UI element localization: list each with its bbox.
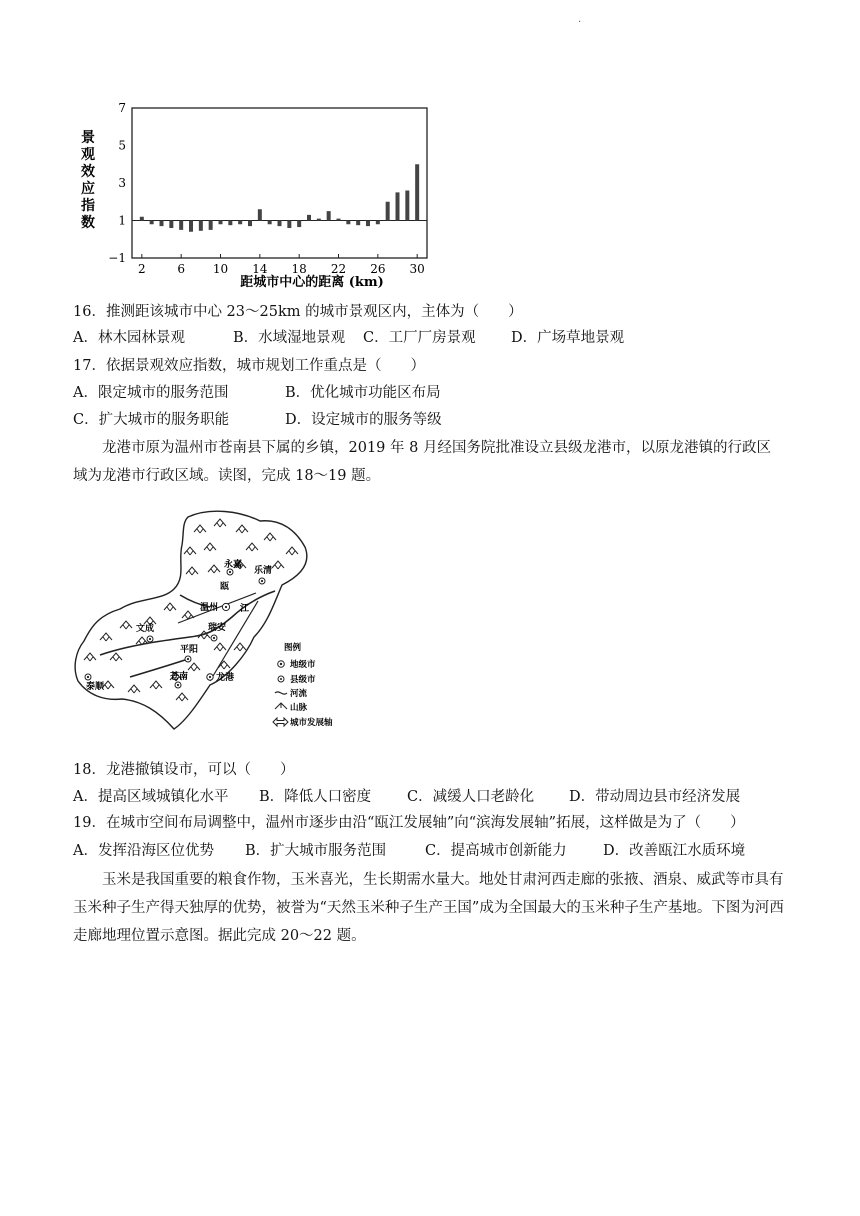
x-tick-label: 10 — [212, 262, 229, 276]
city-label: 永嘉 — [224, 560, 243, 570]
wenzhou-map — [70, 505, 360, 737]
plot-frame — [132, 108, 427, 258]
y-tick-label: 1 — [118, 213, 126, 228]
legend-title: 图例 — [284, 643, 302, 653]
q17-option-d[interactable]: D．设定城市的服务等级 — [285, 412, 442, 428]
landscape-index-chart — [72, 96, 442, 296]
q16-option-d[interactable]: D．广场草地景观 — [511, 330, 625, 346]
passage-hexi: 玉米是我国重要的粮食作物，玉米喜光，生长期需水量大。地处甘肃河西走廊的张掖、酒泉、威武等市具有玉米种子生产得天独厚的优势，被誉为“天然玉米种子生产王国”成为全国最大的玉米种子生产基地。下图为河西走廊地理位置示意图。据此完成 20～22 题。 — [73, 872, 784, 944]
y-tick-label: 5 — [118, 138, 126, 153]
city-label: 文成 — [136, 624, 155, 634]
x-tick-label: 26 — [370, 262, 386, 276]
legend-mountain: 山脉 — [290, 703, 308, 713]
city-label: 温州 — [200, 603, 219, 613]
x-tick-label: 6 — [177, 262, 185, 276]
bar — [278, 221, 282, 227]
bar — [405, 191, 409, 221]
bar — [415, 164, 419, 220]
bar — [297, 221, 301, 228]
bar — [396, 192, 400, 220]
q16-option-c[interactable]: C．工厂厂房景观 — [363, 330, 476, 346]
q19-option-c[interactable]: C．提高城市创新能力 — [425, 843, 567, 859]
city-label: 苍南 — [170, 672, 189, 682]
q19-options — [73, 841, 745, 861]
bar — [248, 221, 252, 227]
legend-prefecture: 地级市 — [290, 660, 316, 670]
x-axis-label: 距城市中心的距离 (km) — [240, 275, 384, 290]
y-axis-label-char: 景 — [81, 130, 95, 146]
city-label: 龙港 — [216, 673, 235, 683]
top-mark: . — [578, 14, 582, 25]
q18-option-c[interactable]: C．减缓人口老龄化 — [407, 789, 535, 805]
city-label: 泰顺 — [86, 682, 105, 692]
x-tick-label: 22 — [330, 262, 347, 276]
q18-option-b[interactable]: B．降低人口密度 — [259, 789, 372, 805]
bar — [337, 219, 341, 221]
bar — [228, 221, 232, 226]
river-label-jiang: 江 — [240, 604, 250, 614]
map-legend — [273, 642, 333, 728]
bar — [140, 217, 144, 221]
q19-stem: 19．在城市空间布局调整中，温州市逐步由沿“瓯江发展轴”向“滨海发展轴”拓展，这样做是为了（ ） — [73, 815, 745, 831]
q18-options — [73, 787, 740, 807]
q17-options-row1 — [73, 383, 441, 403]
bar — [356, 221, 360, 226]
y-tick-label: −1 — [108, 251, 126, 265]
bar — [209, 221, 213, 230]
x-tick-label: 14 — [252, 262, 268, 276]
bar — [238, 221, 242, 225]
bar — [376, 221, 380, 225]
bar — [268, 221, 272, 225]
bar — [160, 221, 164, 227]
q19-option-b[interactable]: B．扩大城市服务范围 — [245, 843, 387, 859]
y-axis-label-char: 效 — [81, 164, 95, 180]
x-tick-label: 2 — [138, 262, 146, 276]
q16-option-a[interactable]: A．林木园林景观 — [73, 330, 185, 346]
q17-option-b[interactable]: B．优化城市功能区布局 — [285, 385, 441, 401]
bar — [199, 221, 203, 231]
q17-option-c[interactable]: C．扩大城市的服务职能 — [73, 412, 230, 428]
river-label-ou: 瓯 — [220, 582, 230, 592]
bar — [386, 202, 390, 221]
legend-county: 县级市 — [290, 675, 316, 685]
bar — [219, 221, 223, 225]
legend-axis: 城市发展轴 — [290, 718, 333, 728]
bar — [258, 209, 262, 220]
y-tick-label: 3 — [118, 176, 126, 190]
region-outline — [75, 511, 307, 729]
q19-option-a[interactable]: A．发挥沿海区位优势 — [73, 843, 214, 859]
q19-option-d[interactable]: D．改善瓯江水质环境 — [603, 843, 746, 859]
y-axis-label — [81, 129, 95, 231]
q17-stem: 17．依据景观效应指数，城市规划工作重点是（ ） — [73, 358, 425, 374]
bar — [327, 211, 331, 220]
legend-river: 河流 — [290, 689, 308, 699]
bar — [346, 221, 350, 225]
city-label: 平阳 — [180, 645, 199, 655]
q16-option-b[interactable]: B．水域湿地景观 — [233, 330, 346, 346]
q16-options — [73, 328, 624, 348]
city-label: 瑞安 — [208, 623, 227, 633]
bar — [150, 221, 154, 225]
q18-option-a[interactable]: A．提高区域城镇化水平 — [73, 789, 229, 805]
y-axis-label-char: 指 — [81, 198, 95, 214]
q18-stem: 18．龙港撤镇设市，可以（ ） — [73, 762, 295, 778]
y-tick-label: 7 — [118, 101, 126, 115]
y-axis-label-char: 观 — [81, 147, 95, 163]
bar — [189, 221, 193, 232]
y-axis-label-char: 应 — [81, 181, 95, 197]
q18-option-d[interactable]: D．带动周边县市经济发展 — [569, 789, 741, 805]
bar — [317, 219, 321, 221]
x-tick-label: 30 — [409, 262, 425, 276]
passage-longgang: 龙港市原为温州市苍南县下属的乡镇，2019 年 8 月经国务院批准设立县级龙港市，以原龙港镇的行政区域为龙港市行政区域。读图，完成 18～19 题。 — [73, 440, 771, 484]
bar — [169, 221, 173, 229]
bar — [307, 215, 311, 221]
bar — [179, 221, 183, 230]
bar — [366, 221, 370, 227]
bar — [287, 221, 291, 229]
q16-stem: 16．推测距该城市中心 23～25km 的城市景观区内，主体为（ ） — [73, 304, 523, 320]
city-label: 乐清 — [254, 566, 273, 576]
y-axis-label-char: 数 — [81, 215, 95, 231]
q17-option-a[interactable]: A．限定城市的服务范围 — [73, 385, 229, 401]
q17-options-row2 — [73, 410, 442, 430]
x-tick-label: 18 — [291, 262, 307, 276]
